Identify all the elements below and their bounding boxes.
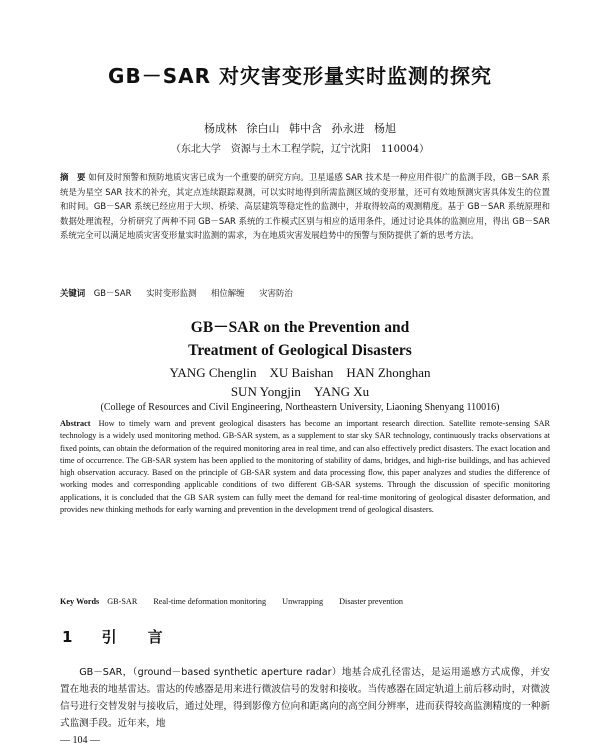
section-number: 1 — [62, 628, 81, 646]
keyword: GB-SAR — [107, 597, 138, 606]
english-abstract — [60, 418, 550, 516]
section-heading — [62, 626, 171, 647]
english-authors-line: SUN Yongjin YANG Xu — [230, 384, 370, 399]
keyword: 实时变形监测 — [146, 288, 197, 298]
english-title-line: Treatment of Geological Disasters — [188, 342, 412, 359]
author-name: 孙永进 — [331, 122, 365, 135]
keyword: GB－SAR — [93, 288, 132, 298]
english-abstract-label: Abstract — [60, 419, 91, 428]
keyword: Real-time deformation monitoring — [153, 597, 267, 606]
english-keywords-label: Key Words — [60, 597, 100, 606]
keyword: 灾害防治 — [259, 288, 293, 298]
section-title: 引 言 — [101, 628, 171, 646]
english-keywords — [60, 596, 550, 608]
chinese-keywords — [60, 287, 550, 300]
page-number: — 104 — — [60, 735, 100, 746]
author-name: 杨成林 — [204, 122, 237, 135]
chinese-abstract — [60, 170, 550, 243]
english-abstract-text: How to timely warn and prevent geological disasters has become an important research direction. Satellite remote-sensing SAR technology is a widely used monitoring method. GB-SAR system, as a supplement to star sky SAR technology, continuously tracks observations at fixed points, can obtain the deformation of the required monitoring area in real time, and can also effectively predict disasters. The exact location and time of occurrence. The GB-SAR system has been applied to the monitoring of stability of dams, bridges, and high-rise buildings, and has achieved high observation accuracy. Based on the principle of GB-SAR system and data processing flow, this paper analyzes and studies the difference of working modes and corresponding applicable conditions of two different GB-SAR systems. Through the discussion of specific monitoring applications, it is concluded that the GB SAR system can fully meet the demand for real-time monitoring of geological disaster deformation, and provides new thinking methods for early warning and prevention in the development trend of geological disasters. — [60, 419, 551, 515]
body-paragraph: GB－SAR，（ground－based synthetic aperture radar）地基合成孔径雷达，是运用遥感方式成像，并安置在地表的地基雷达。雷达的传感器是用来进行微波信号的发射和接收。当传感器在固定轨道上前后移动时，对微波信号进行交替发射与接收后，通过处理，得到影像方位向和距离向的高空间分辨率，进而获得较高监测精度的一种新式监测手段。近年来，地 — [60, 667, 550, 729]
chinese-abstract-label: 摘 要 — [60, 172, 86, 182]
keyword: Unwrapping — [282, 597, 324, 606]
chinese-authors — [40, 120, 560, 136]
keyword: Disaster prevention — [339, 597, 404, 606]
chinese-title: GB－SAR 对灾害变形量实时监测的探究 — [108, 64, 492, 88]
english-affiliation: (College of Resources and Civil Engineering, Northeastern University, Liaoning Shenyang 110016) — [100, 402, 500, 413]
author-name: 徐白山 — [246, 122, 280, 135]
chinese-keywords-label: 关键词 — [60, 288, 86, 298]
english-authors-line: YANG Chenglin XU Baishan HAN Zhonghan — [169, 365, 431, 380]
english-authors — [40, 363, 560, 401]
chinese-affiliation: （东北大学 资源与土木工程学院，辽宁沈阳 110004） — [170, 144, 430, 155]
author-name: 韩中含 — [289, 122, 322, 135]
chinese-abstract-text: 如何及时预警和预防地质灾害已成为一个重要的研究方向。卫星遥感 SAR 技术是一种应用件很广的监测手段，GB－SAR 系统是为星空 SAR 技术的补充，其定点连续跟踪观测，可以实时地得到所需监测区域的变形量，还可有效地预测灾害具体发生的位置和时间。GB－SAR 系统已经应用于大坝、桥梁、高层建筑等稳定性的监测中，并取得较高的观测精度。基于 GB－SAR 系统原理和数据处理流程，分析研究了两种不同 GB－SAR 系统的工作模式区别与相应的适用条件，通过讨论具体的监测应用，得出 GB－SAR 系统完全可以满足地质灾害变形量实时监测的需求，为在地质灾害发展趋势中的预警与预防提供了新的思考方法。 — [60, 172, 550, 240]
author-name: 杨旭 — [374, 122, 396, 135]
keyword: 相位解缠 — [211, 288, 245, 298]
english-title — [40, 316, 560, 362]
english-title-line: GB－SAR on the Prevention and — [190, 319, 410, 336]
